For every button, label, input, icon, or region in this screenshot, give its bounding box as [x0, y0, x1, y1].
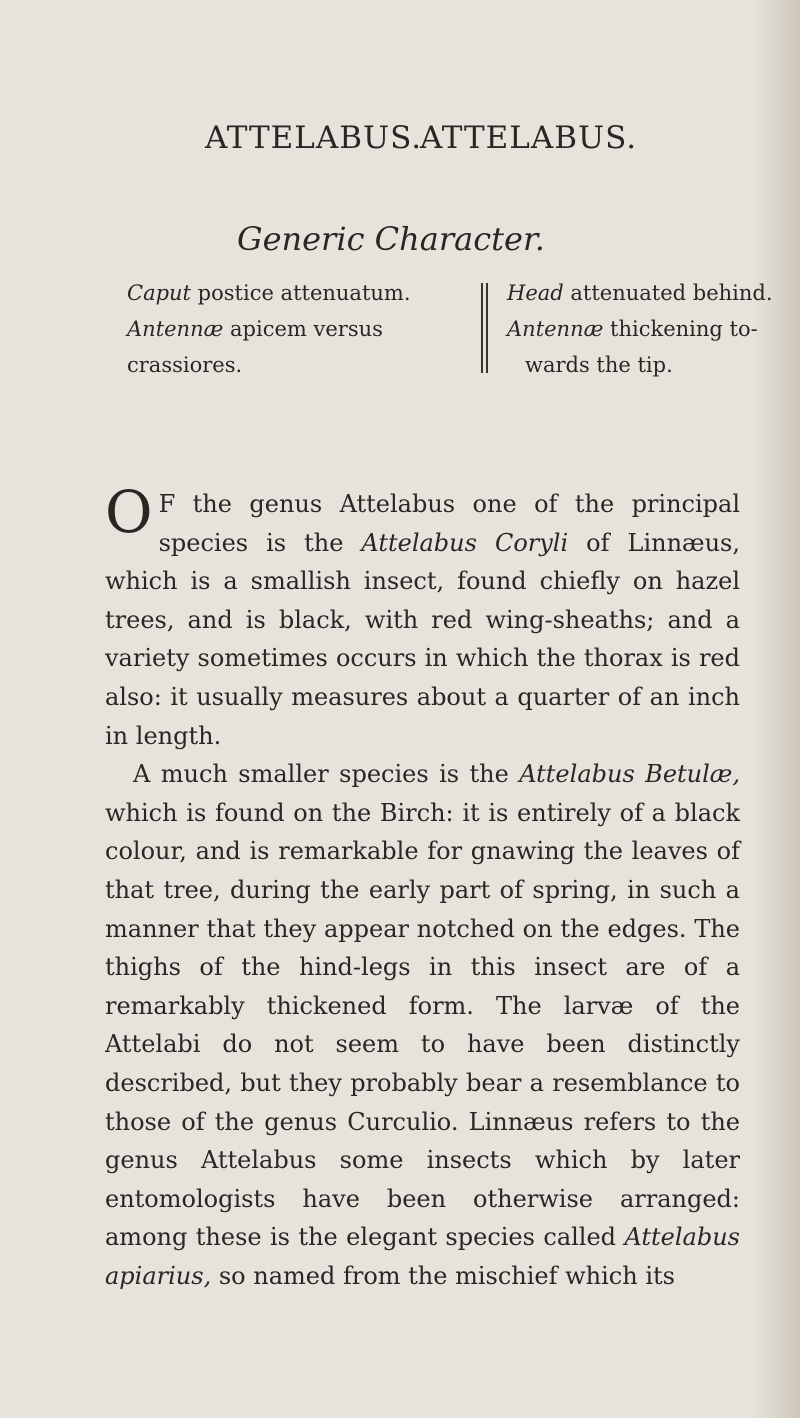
- english-line-1: Head attenuated behind.: [507, 281, 773, 305]
- column-divider: [486, 283, 488, 373]
- body-text: [105, 478, 740, 1295]
- paragraph-1: O F the genus Attelabus one of the principal species is the Attelabus Coryli of Linnæus, which is a smallish insect, found chiefly on hazel trees, and is black, with red wing-sheaths; and a variety sometimes occurs in which the thorax is red also: it usually measures about a quarter of an inch in length.: [105, 478, 740, 750]
- latin-line-3: crassiores.: [127, 353, 243, 377]
- latin-character-column: [127, 275, 477, 383]
- column-divider: [481, 283, 483, 373]
- section-title: Generic Character.: [237, 220, 545, 258]
- latin-line-1: Caput postice attenuatum.: [127, 281, 411, 305]
- english-line-2: Antennæ thickening to-: [507, 317, 758, 341]
- english-character-column: [507, 275, 800, 383]
- paragraph-2: A much smaller species is the Attelabus Betulæ, which is found on the Birch: it is entirely of a black colour, and is remarkable for gnawing the leaves of that tree, during the early part of spring, in such a manner that they appear notched on the edges. The thighs of the hind-legs in this insect are of a remarkably thickened form. The larvæ of the Attelabi do not seem to have been distinctly described, but they probably bear a resemblance to those of the genus Curculio. Linnæus refers to the genus Attelabus some insects which by later entomologists have been otherwise arranged: among these is the elegant species called Attelabus apiarius, so named from the mischief which its: [105, 760, 740, 1290]
- running-head-left: ATTELABUS.: [205, 120, 423, 156]
- running-head-right: ATTELABUS.: [420, 120, 638, 156]
- page-edge-shadow: [752, 0, 800, 1418]
- english-line-3: wards the tip.: [525, 353, 673, 377]
- generic-character-block: [127, 275, 773, 380]
- drop-cap: O: [105, 478, 153, 546]
- latin-line-2: Antennæ apicem versus: [127, 317, 383, 341]
